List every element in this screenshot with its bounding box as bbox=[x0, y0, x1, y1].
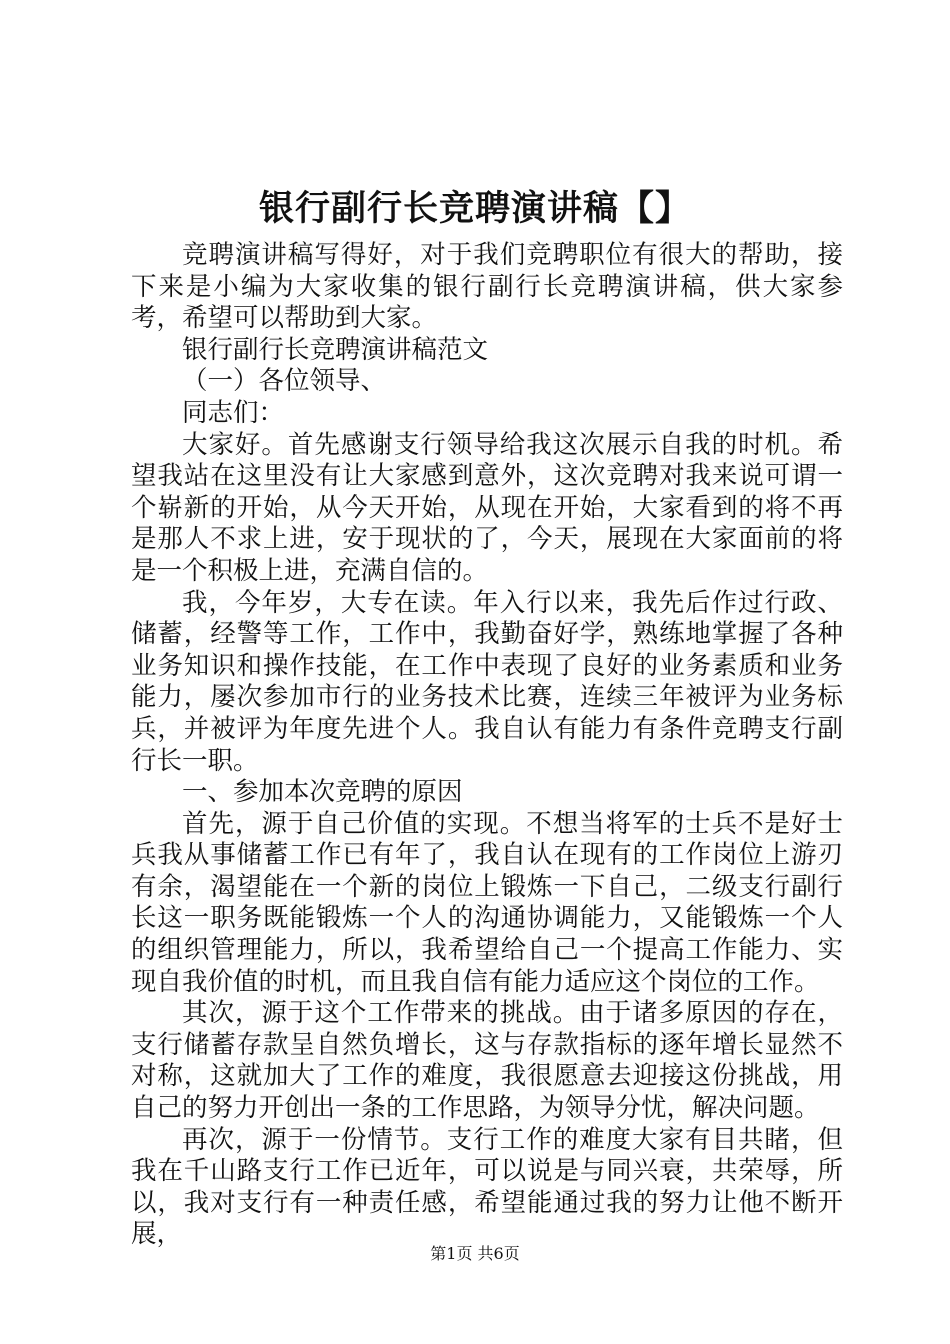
paragraph-self-intro: 我，今年岁，大专在读。年入行以来，我先后作过行政、储蓄，经警等工作，工作中，我勤奋好学，熟练地掌握了各种业务知识和操作技能，在工作中表现了良好的业务素质和业务能力，屡次参加市行的业务技术比赛，连续三年被评为业务标兵，并被评为年度先进个人。我自认有能力有条件竞聘支行副行长一职。 bbox=[131, 587, 843, 776]
paragraph-reason-2: 其次，源于这个工作带来的挑战。由于诸多原因的存在，支行储蓄存款呈自然负增长，这与存款指标的逐年增长显然不对称，这就加大了工作的难度，我很愿意去迎接这份挑战，用自己的努力开创出一条的工作思路，为领导分忧，解决问题。 bbox=[131, 998, 843, 1124]
paragraph-intro: 竞聘演讲稿写得好，对于我们竞聘职位有很大的帮助，接下来是小编为大家收集的银行副行长竞聘演讲稿，供大家参考，希望可以帮助到大家。 bbox=[131, 240, 843, 334]
paragraph-subtitle: 银行副行长竞聘演讲稿范文 bbox=[182, 334, 489, 365]
page-footer: 第1页 共6页 bbox=[430, 1244, 520, 1263]
paragraph-greeting: 大家好。首先感谢支行领导给我这次展示自我的时机。希望我站在这里没有让大家感到意外，这次竞聘对我来说可谓一个崭新的开始，从今天开始，从现在开始，大家看到的将不再是那人不求上进，安于现状的了，今天，展现在大家面前的将是一个积极上进，充满自信的。 bbox=[131, 429, 843, 586]
paragraph-reason-3: 再次，源于一份情节。支行工作的难度大家有目共睹，但我在千山路支行工作已近年，可以说是与同兴衰，共荣辱，所以，我对支行有一种责任感，希望能通过我的努力让他不断开展， bbox=[131, 1124, 843, 1250]
paragraph-reason-1: 首先，源于自己价值的实现。不想当将军的士兵不是好士兵我从事储蓄工作已有年了，我自认在现有的工作岗位上游刃有余，渴望能在一个新的岗位上锻炼一下自己，二级支行副行长这一职务既能锻炼一个人的沟通协调能力，又能锻炼一个人的组织管理能力，所以，我希望给自己一个提高工作能力、实现自我价值的时机，而且我自信有能力适应这个岗位的工作。 bbox=[131, 808, 843, 997]
paragraph-salutation-2: 同志们： bbox=[182, 397, 285, 428]
paragraph-salutation-1: （一）各位领导、 bbox=[182, 366, 387, 397]
document-body bbox=[131, 240, 843, 1251]
section-heading-reasons: 一、参加本次竞聘的原因 bbox=[182, 777, 463, 808]
document-title: 银行副行长竞聘演讲稿【】 bbox=[258, 188, 691, 229]
